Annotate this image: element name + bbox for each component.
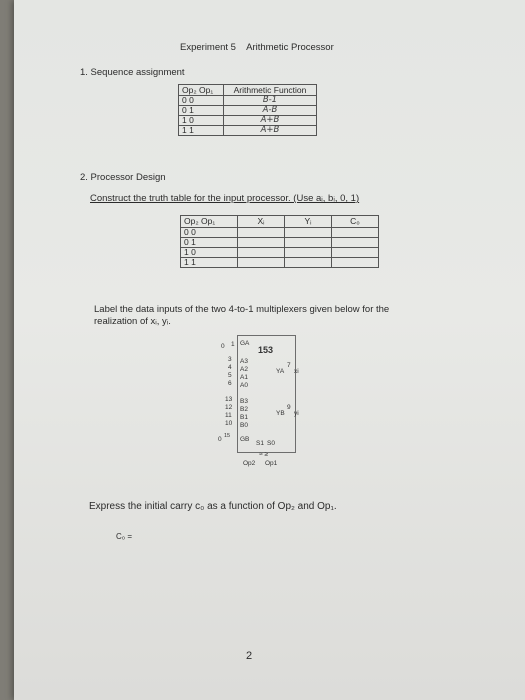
mux-input-b2: B2 [240, 406, 248, 413]
gb-pin: 15 [224, 433, 231, 439]
table1-op-cell: 1 0 [179, 116, 224, 126]
mux-prompt-line1: Label the data inputs of the two 4-to-1 multiplexers given below for the [94, 304, 390, 315]
truth-table [180, 215, 379, 268]
table2-empty-cell[interactable] [332, 248, 379, 258]
mux-input-a3: A3 [240, 358, 248, 365]
table2-empty-cell[interactable] [285, 248, 332, 258]
pin-label: 11 [225, 412, 232, 419]
ga-pin: 1 [231, 341, 235, 348]
mux-input-b3: B3 [240, 398, 248, 405]
table2-header-x: Xᵢ [238, 216, 285, 228]
table1-op-cell: 1 1 [179, 126, 224, 136]
table2-op-cell: 0 0 [181, 228, 238, 238]
table2-empty-cell[interactable] [238, 228, 285, 238]
table2-op-cell: 1 0 [181, 248, 238, 258]
s1-label: S1 [256, 440, 264, 447]
table2-header-y: Yᵢ [285, 216, 332, 228]
ga-note: 0 [221, 343, 225, 350]
mux-input-b1: B1 [240, 414, 248, 421]
ya-pin: 7 [287, 362, 291, 369]
table1-op-cell: 0 0 [179, 96, 224, 106]
mux-input-b0: B0 [240, 422, 248, 429]
table1-header-fn: Arithmetic Function [224, 85, 317, 96]
table2-op-cell: 1 1 [181, 258, 238, 268]
mux-input-a1: A1 [240, 374, 248, 381]
table2-empty-cell[interactable] [285, 258, 332, 268]
carry-prompt: Express the initial carry c₀ as a function of Op₂ and Op₁. [89, 501, 337, 512]
section1-heading: 1. Sequence assignment [80, 67, 185, 78]
table2-empty-cell[interactable] [238, 238, 285, 248]
op1-label: Op1 [265, 460, 278, 467]
table-row [181, 248, 379, 258]
pin-label: 12 [225, 404, 233, 411]
table2-empty-cell[interactable] [332, 238, 379, 248]
pin-label: 6 [228, 380, 232, 387]
section2-heading: 2. Processor Design [80, 172, 166, 183]
mux-input-a0: A0 [240, 382, 248, 389]
table-row [179, 116, 317, 126]
table2-header-c0: C₀ [332, 216, 379, 228]
gb-label: GB [240, 436, 250, 443]
ya-label: xi [294, 368, 299, 375]
sequence-table [178, 84, 317, 136]
pin-label: 3 [228, 356, 232, 363]
document-title [180, 42, 342, 53]
table1-fn-cell: A-B [224, 106, 317, 116]
table-row [181, 238, 379, 248]
ya-output: YA [276, 368, 285, 375]
table-row [179, 126, 317, 136]
pin-label: 10 [225, 420, 233, 427]
table2-empty-cell[interactable] [238, 258, 285, 268]
pin-label: 13 [225, 396, 233, 403]
table1-fn-cell: A+B [224, 126, 317, 136]
table2-op-cell: 0 1 [181, 238, 238, 248]
mux-prompt-line2: realization of xᵢ, yᵢ. [94, 316, 171, 327]
truth-table-instruction: Construct the truth table for the input processor. (Use aᵢ, bᵢ, 0, 1) [90, 193, 360, 204]
table2-empty-cell[interactable] [238, 248, 285, 258]
table1-fn-cell: B-1 [224, 96, 317, 106]
table-row [181, 228, 379, 238]
chip-number: 153 [258, 345, 274, 355]
table2-empty-cell[interactable] [332, 228, 379, 238]
table2-empty-cell[interactable] [285, 228, 332, 238]
pin-label: 5 [228, 372, 232, 379]
s0-label: S0 [267, 440, 275, 447]
table-row [181, 258, 379, 268]
experiment-label: Experiment 5 [180, 42, 236, 53]
page-number: 2 [246, 650, 253, 662]
table1-fn-cell: A+B [224, 116, 317, 126]
table-row [179, 106, 317, 116]
pin-label: 4 [228, 364, 232, 371]
worksheet-page [14, 0, 525, 700]
table2-header-op: Op₂ Op₁ [181, 216, 238, 228]
table-row [179, 96, 317, 106]
table1-op-cell: 0 1 [179, 106, 224, 116]
yb-pin: 9 [287, 404, 291, 411]
select-pins: ≈ ≥ [259, 451, 268, 458]
table2-empty-cell[interactable] [285, 238, 332, 248]
op2-label: Op2 [243, 460, 256, 467]
experiment-title: Arithmetic Processor [246, 42, 334, 53]
ga-label: GA [240, 340, 250, 347]
yb-label: yi [294, 410, 299, 417]
table2-empty-cell[interactable] [332, 258, 379, 268]
carry-equation: C₀ = [116, 532, 132, 541]
table1-header-op: Op₂ Op₁ [179, 85, 224, 96]
gb-note: 0 [218, 436, 222, 443]
yb-output: YB [276, 410, 285, 417]
mux-input-a2: A2 [240, 366, 248, 373]
